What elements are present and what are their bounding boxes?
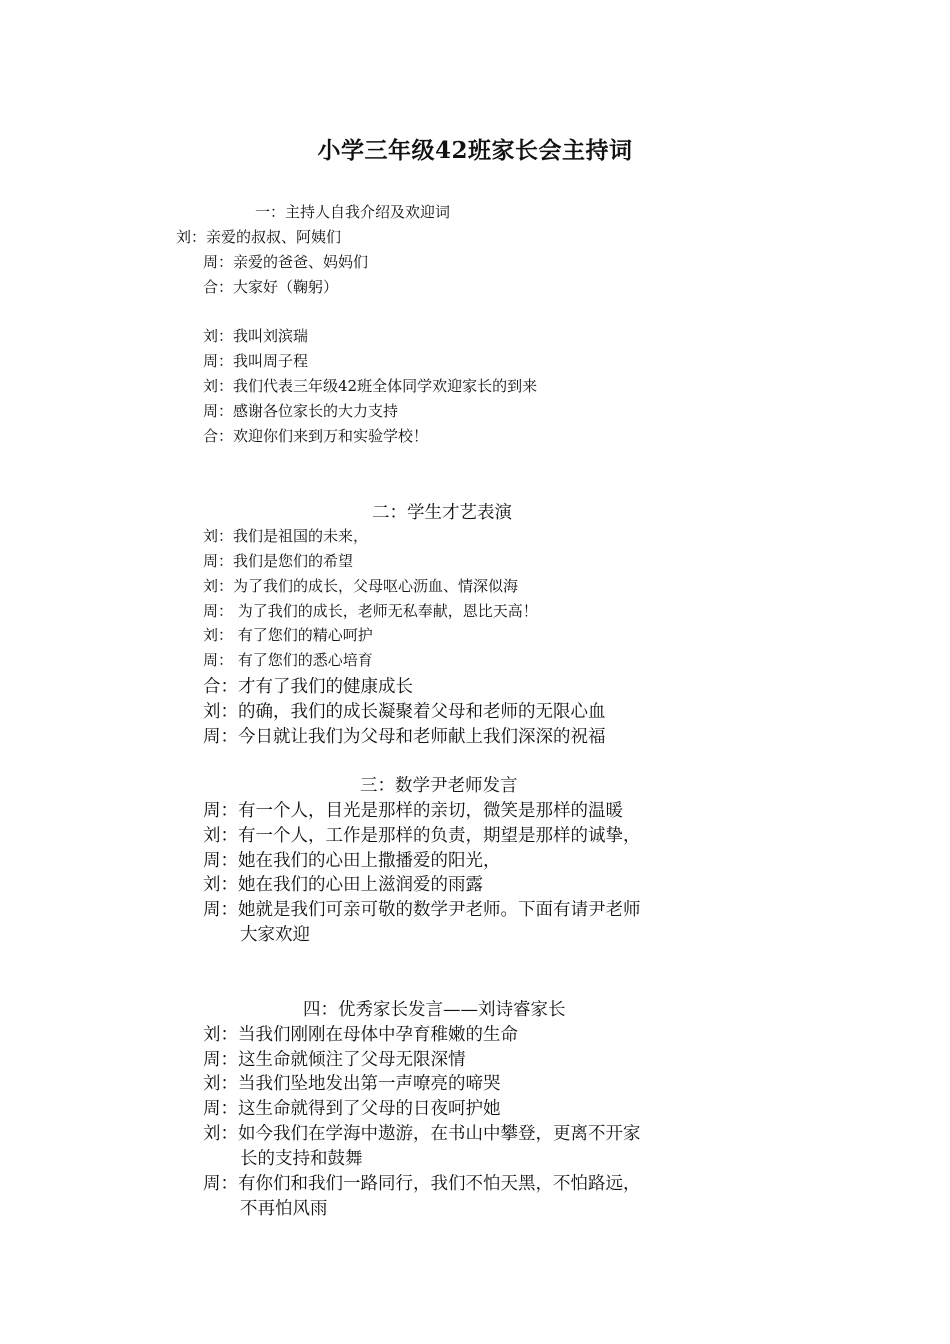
section-2-heading: 二：学生才艺表演 [372, 503, 512, 523]
dialogue-line: 周：感谢各位家长的大力支持 [203, 402, 399, 420]
dialogue-line: 刘：我们代表三年级42班全体同学欢迎家长的到来 [203, 377, 538, 395]
dialogue-line: 合：欢迎你们来到万和实验学校！ [203, 427, 429, 445]
dialogue-line: 周：她就是我们可亲可敬的数学尹老师。下面有请尹老师 [203, 900, 641, 920]
dialogue-line: 刘：当我们刚刚在母体中孕育稚嫩的生命 [203, 1025, 518, 1045]
dialogue-line: 周： 有了您们的悉心培育 [203, 651, 373, 669]
dialogue-line: 刘：当我们坠地发出第一声嘹亮的啼哭 [203, 1074, 501, 1094]
section-3-heading: 三：数学尹老师发言 [360, 776, 518, 796]
dialogue-line: 周：我叫周子程 [203, 352, 309, 370]
dialogue-line-continuation: 不再怕风雨 [240, 1199, 328, 1219]
dialogue-line: 周：这生命就得到了父母的日夜呵护她 [203, 1099, 501, 1119]
dialogue-line: 合：才有了我们的健康成长 [203, 677, 413, 697]
dialogue-line: 刘：她在我们的心田上滋润爱的雨露 [203, 875, 483, 895]
dialogue-line-continuation: 长的支持和鼓舞 [240, 1149, 363, 1169]
section-4-heading: 四：优秀家长发言——刘诗睿家长 [303, 1000, 566, 1020]
dialogue-line: 刘：有一个人，工作是那样的负责，期望是那样的诚挚， [203, 826, 641, 846]
dialogue-line: 周：有你们和我们一路同行，我们不怕天黑，不怕路远， [203, 1174, 641, 1194]
document-title: 小学三年级42班家长会主持词 [317, 137, 633, 164]
dialogue-line-continuation: 大家欢迎 [240, 925, 310, 945]
section-1-heading: 一：主持人自我介绍及欢迎词 [255, 203, 451, 221]
dialogue-line: 刘： 有了您们的精心呵护 [203, 626, 373, 644]
dialogue-line: 周：这生命就倾注了父母无限深情 [203, 1050, 466, 1070]
dialogue-line: 刘：我叫刘滨瑞 [203, 327, 309, 345]
dialogue-line: 周：有一个人，目光是那样的亲切，微笑是那样的温暖 [203, 801, 623, 821]
dialogue-line: 周： 为了我们的成长，老师无私奉献，恩比天高！ [203, 602, 538, 620]
dialogue-line: 周：她在我们的心田上撒播爱的阳光， [203, 851, 501, 871]
dialogue-line: 刘：的确，我们的成长凝聚着父母和老师的无限心血 [203, 702, 606, 722]
dialogue-line: 刘：我们是祖国的未来， [203, 527, 369, 545]
dialogue-line: 合：大家好（鞠躬） [203, 278, 339, 296]
dialogue-line: 周：今日就让我们为父母和老师献上我们深深的祝福 [203, 727, 606, 747]
dialogue-line: 刘：如今我们在学海中遨游，在书山中攀登，更离不开家 [203, 1124, 641, 1144]
dialogue-line: 刘：亲爱的叔叔、阿姨们 [176, 228, 342, 246]
dialogue-line: 周：亲爱的爸爸、妈妈们 [203, 253, 369, 271]
dialogue-line: 刘：为了我们的成长，父母呕心沥血、情深似海 [203, 577, 519, 595]
dialogue-line: 周：我们是您们的希望 [203, 552, 354, 570]
